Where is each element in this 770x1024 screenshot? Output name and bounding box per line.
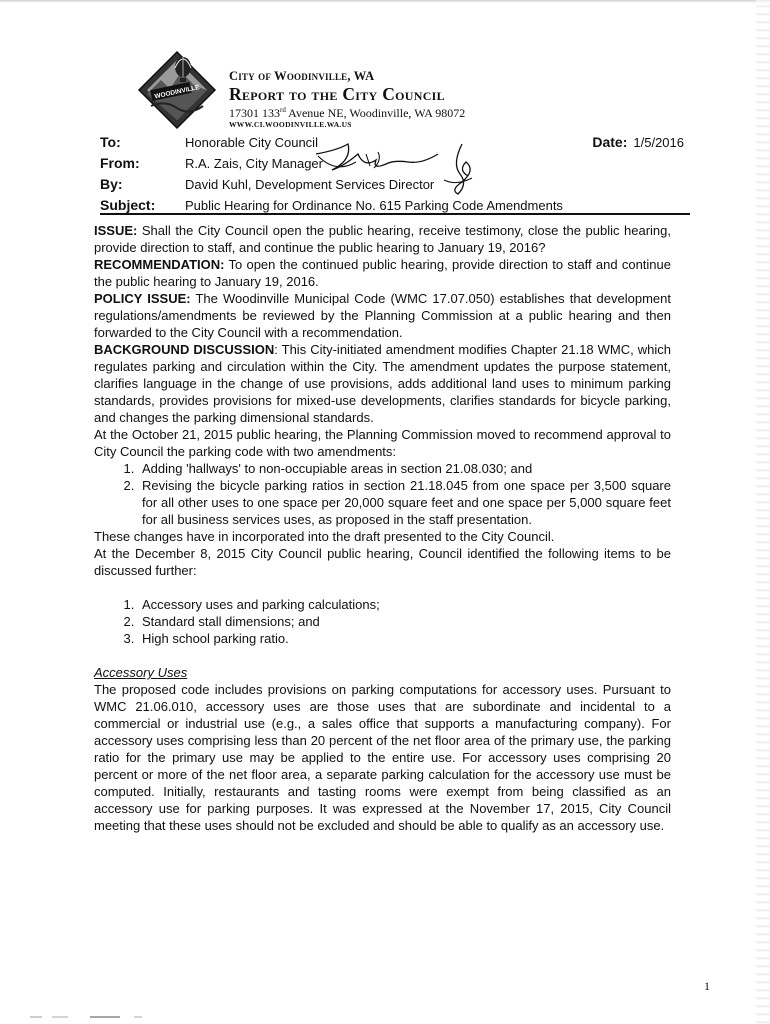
recommendation-label: RECOMMENDATION:: [94, 257, 225, 272]
scan-edge-top: [0, 0, 770, 3]
list-item: 3. High school parking ratio.: [138, 630, 671, 647]
accessory-heading-text: Accessory Uses: [94, 665, 188, 680]
october-outro: These changes have in incorporated into the draft presented to the City Council.: [94, 529, 555, 544]
december-items-list: [94, 596, 671, 647]
subject-value: Public Hearing for Ordinance No. 615 Parking Code Amendments: [185, 198, 563, 213]
december-intro: At the December 8, 2015 City Council public hearing, Council identified the following items to be discussed further:: [94, 546, 671, 578]
accessory-uses-heading: [94, 664, 671, 681]
report-body: [94, 222, 671, 834]
policy-text: The Woodinville Municipal Code (WMC 17.07.050) establishes that development regulations/amendments be reviewed by the Planning Commission at a public hearing and then forwarded to the City Council with a recommendation.: [94, 291, 671, 340]
date-label: Date:: [592, 134, 628, 150]
issue-section: [94, 222, 671, 256]
policy-section: [94, 290, 671, 341]
from-value: R.A. Zais, City Manager: [185, 156, 323, 171]
seal-lettering: WOODINVILLE: [153, 84, 201, 101]
letterhead-title: Report to the City Council: [229, 83, 445, 104]
recommendation-text: To open the continued public hearing, provide direction to staff and continue the public hearing to January 19, 2016.: [94, 257, 671, 289]
date-value: 1/5/2016: [633, 135, 684, 150]
recommendation-section: [94, 256, 671, 290]
list-item: 2. Revising the bicycle parking ratios in section 21.18.045 from one space per 3,500 square for all other uses to one space per 20,000 square feet and one space per 5,000 square feet for all business services uses, as proposed in the staff presentation.: [138, 477, 671, 528]
october-amendments-list: [94, 460, 671, 528]
by-value: David Kuhl, Development Services Director: [185, 177, 435, 192]
header-divider: [100, 213, 690, 215]
from-label: From:: [100, 155, 140, 171]
background-label: BACKGROUND DISCUSSION: [94, 342, 275, 357]
by-label: By:: [100, 176, 123, 192]
scan-artifacts: [30, 1015, 210, 1019]
city-seal-icon: [137, 50, 217, 130]
issue-label: ISSUE:: [94, 223, 138, 238]
memo-date: [592, 132, 684, 153]
list-item: 1. Accessory uses and parking calculations;: [138, 596, 671, 613]
address-rest: Avenue NE, Woodinville, WA 98072: [285, 106, 466, 120]
list-item: 2. Standard stall dimensions; and: [138, 613, 671, 630]
letterhead: [229, 70, 465, 129]
subject-label: Subject:: [100, 197, 156, 213]
letterhead-website: WWW.CI.WOODINVILLE.WA.US: [229, 120, 352, 129]
accessory-uses-text: The proposed code includes provisions on parking computations for accessory uses. Pursuant to WMC 21.06.010, accessory uses are those uses that are subordinate and incidental to a commercial or industrial use (e.g., a sales office that supports a manufacturing company). For accessory uses comprising less than 20 percent of the net floor area of the primary use, the parking ratio for the primary use may be applied to the entire use. For accessory uses comprising 20 percent or more of the net floor area, a separate parking calculation for the accessory use must be computed. Initially, restaurants and tasting rooms were exempt from being classified as an accessory use for parking purposes. It was expressed at the November 17, 2015, City Council meeting that these uses should not be excluded and should be able to qualify as an accessory use.: [94, 682, 671, 833]
policy-label: POLICY ISSUE:: [94, 291, 191, 306]
letterhead-city: City of Woodinville, WA: [229, 69, 375, 83]
issue-text: Shall the City Council open the public hearing, receive testimony, close the public hearing, provide direction to staff, and continue the public hearing to January 19, 2016?: [94, 223, 671, 255]
to-value: Honorable City Council: [185, 135, 318, 150]
to-label: To:: [100, 134, 121, 150]
background-text: : This City-initiated amendment modifies Chapter 21.18 WMC, which regulates parking and circulation within the City. The amendment updates the purpose statement, clarifies language in the change of use provisions, adds additional land uses to minimum parking standards, provides provisions for mixed-use developments, clarifies standards for bicycle parking, and changes the parking dimensional standards.: [94, 342, 672, 425]
october-intro: At the October 21, 2015 public hearing, the Planning Commission moved to recommend approval to City Council the parking code with two amendments:: [94, 427, 671, 459]
handwritten-signature-icon: [312, 140, 490, 212]
list-item: 1. Adding 'hallways' to non-occupiable areas in section 21.08.030; and: [138, 460, 671, 477]
background-section: [94, 341, 671, 426]
scan-edge-right: [756, 0, 770, 1024]
address-number: 17301 133: [229, 106, 280, 120]
address-sup: rd: [280, 106, 286, 114]
page-number: 1: [704, 979, 710, 993]
letterhead-address: [229, 107, 465, 119]
